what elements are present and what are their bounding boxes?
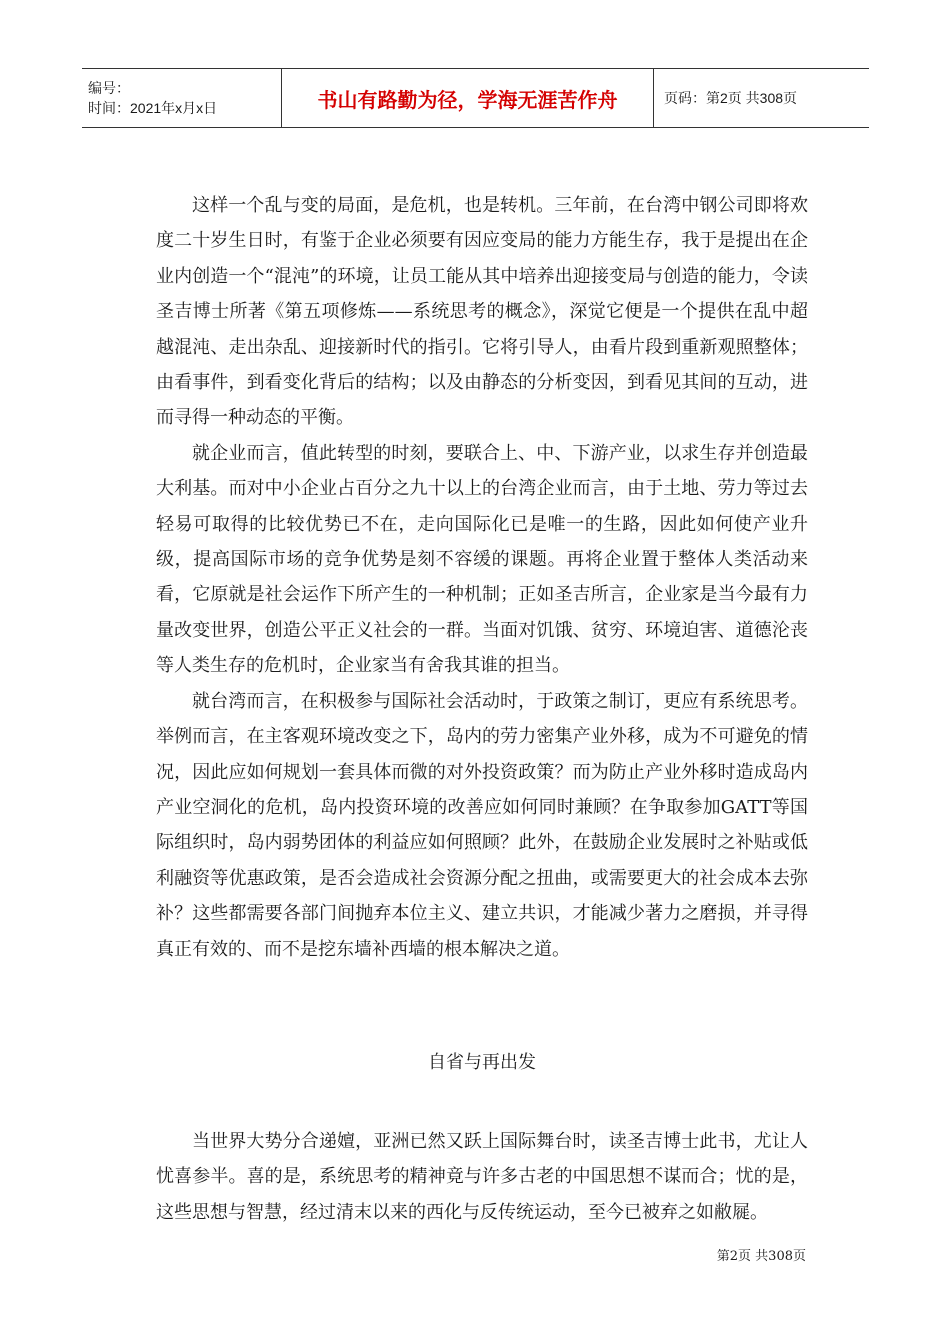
body-text-continued — [156, 1124, 808, 1230]
paragraph: 就台湾而言，在积极参与国际社会活动时，于政策之制订，更应有系统思考。举例而言，在主客观环境改变之下，岛内的劳力密集产业外移，成为不可避免的情况，因此应如何规划一套具体而微的对外投资政策？而为防止产业外移时造成岛内产业空洞化的危机，岛内投资环境的改善应如何同时兼顾？在争取参加GATT等国际组织时，岛内弱势团体的利益应如何照顾？此外，在鼓励企业发展时之补贴或低利融资等优惠政策，是否会造成社会资源分配之扭曲，或需要更大的社会成本去弥补？这些都需要各部门间抛弃本位主义、建立共识，才能减少著力之磨损，并寻得真正有效的、而不是挖东墙补西墙的根本解决之道。 — [156, 690, 808, 960]
paragraph: 当世界大势分合递嬗，亚洲已然又跃上国际舞台时，读圣吉博士此书，尤让人忧喜参半。喜的是，系统思考的精神竟与许多古老的中国思想不谋而合；忧的是，这些思想与智慧，经过清末以来的西化与反传统运动，至今已被弃之如敝屣。 — [156, 1131, 808, 1223]
paragraph: 就企业而言，值此转型的时刻，要联合上、中、下游产业，以求生存并创造最大利基。而对中小企业占百分之九十以上的台湾企业而言，由于土地、劳力等过去轻易可取得的比较优势已不在，走向国际化已是唯一的生路，因此如何使产业升级，提高国际市场的竞争优势是刻不容缓的课题。再将企业置于整体人类活动来看，它原就是社会运作下所产生的一种机制；正如圣吉所言，企业家是当今最有力量改变世界，创造公平正义社会的一群。当面对饥饿、贫穷、环境迫害、道德沦丧等人类生存的危机时，企业家当有舍我其谁的担当。 — [156, 442, 808, 677]
time-label: 时间：2021年x月x日 — [88, 100, 218, 116]
motto-text: 书山有路勤为径，学海无涯苦作舟 — [317, 87, 618, 112]
page-footer: 第2页 共308页 — [716, 1249, 806, 1264]
page-label: 页码：第2页 共308页 — [664, 90, 798, 106]
paragraph: 这样一个乱与变的局面，是危机，也是转机。三年前，在台湾中钢公司即将欢度二十岁生日时，有鉴于企业必须要有因应变局的能力方能生存，我于是提出在企业内创造一个“混沌”的环境，让员工能从其中培养出迎接变局与创造的能力，令读圣吉博士所著《第五项修炼——系统思考的概念》，深觉它便是一个提供在乱中超越混沌、走出杂乱、迎接新时代的指引。它将引导人，由看片段到重新观照整体；由看事件，到看变化背后的结构；以及由静态的分析变因，到看见其间的互动，进而寻得一种动态的平衡。 — [156, 195, 808, 429]
header-page-info — [654, 69, 869, 127]
page-header — [82, 68, 869, 128]
body-text — [156, 188, 808, 967]
section-title: 自省与再出发 — [428, 1052, 536, 1073]
header-meta — [82, 69, 282, 127]
header-motto — [282, 69, 654, 127]
number-label: 编号： — [88, 80, 130, 96]
